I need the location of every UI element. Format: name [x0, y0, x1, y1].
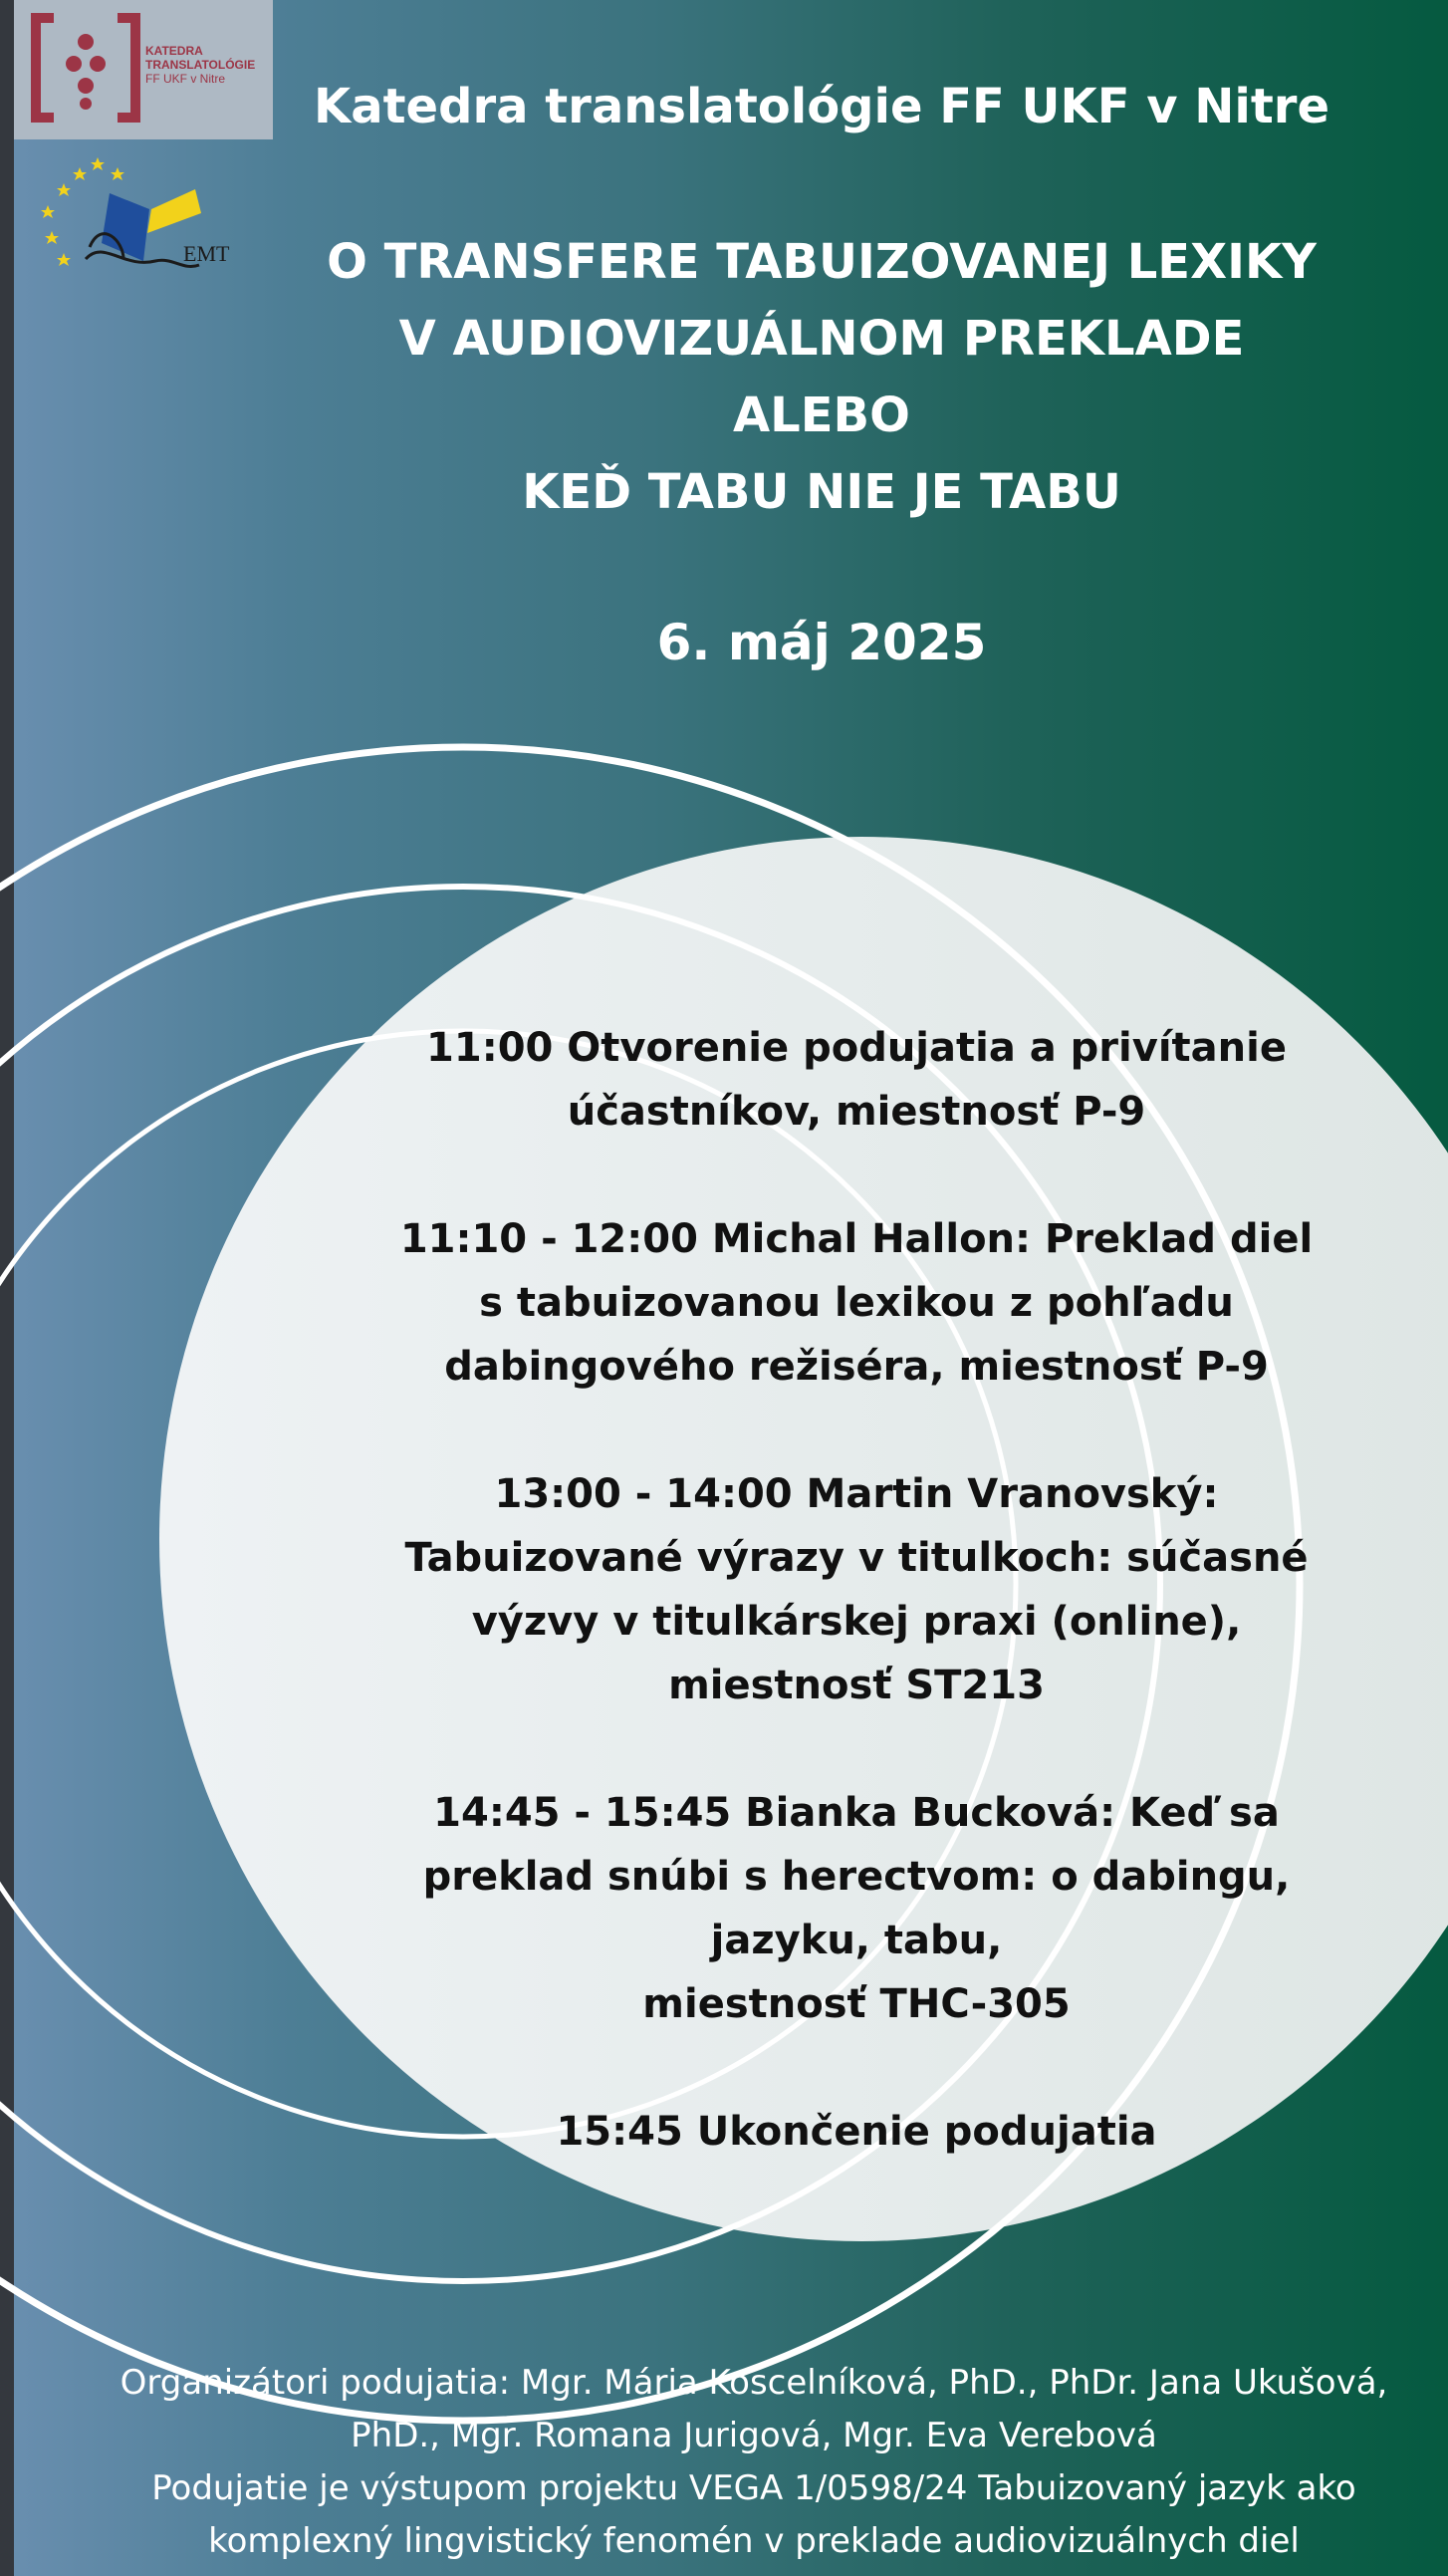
program-line: miestnosť THC-305 [642, 1981, 1071, 2027]
program-item [359, 1016, 1354, 1144]
katedra-logo-text [145, 44, 255, 86]
program-line: 11:10 - 12:00 Michal Hallon: Preklad diel [399, 1216, 1314, 1262]
program-line: s tabuizovanou lexikou z pohľadu [479, 1280, 1234, 1326]
program-item [359, 2100, 1354, 2164]
program-item [359, 1207, 1354, 1399]
title-line: O TRANSFERE TABUIZOVANEJ LEXIKY [327, 234, 1317, 290]
emt-logo [24, 149, 263, 289]
footer-line: Organizátori podujatia: Mgr. Mária Koscelníková, PhD., PhDr. Jana Ukušová, [120, 2363, 1388, 2403]
department-name: Katedra translatológie FF UKF v Nitre [314, 79, 1329, 134]
program-line: účastníkov, miestnosť P-9 [567, 1089, 1146, 1135]
program-line: výzvy v titulkárskej praxi (online), [471, 1599, 1242, 1645]
katedra-logo-line2: TRANSLATOLÓGIE [145, 58, 256, 72]
emt-logo-text: EMT [183, 241, 230, 266]
program-line: 13:00 - 14:00 Martin Vranovský: [494, 1471, 1219, 1517]
event-title [299, 224, 1344, 531]
program-line: 11:00 Otvorenie podujatia a privítanie [426, 1025, 1287, 1071]
program-line: jazyku, tabu, [710, 1918, 1003, 1963]
program-line: Tabuizované výrazy v titulkoch: súčasné [404, 1535, 1309, 1581]
title-line: KEĎ TABU NIE JE TABU [522, 464, 1121, 520]
title-line: ALEBO [733, 387, 910, 443]
footer-line: Podujatie je výstupom projektu VEGA 1/0598/24 Tabuizovaný jazyk ako [151, 2468, 1356, 2508]
program-item [359, 1781, 1354, 2036]
footer-line: PhD., Mgr. Romana Jurigová, Mgr. Eva Verebová [351, 2416, 1157, 2455]
footer-line: komplexný lingvistický fenomén v preklade audiovizuálnych diel [208, 2521, 1300, 2561]
title-line: V AUDIOVIZUÁLNOM PREKLADE [398, 311, 1245, 367]
program-line: 15:45 Ukončenie podujatia [556, 2109, 1157, 2155]
program-item [359, 1462, 1354, 1717]
program-line: dabingového režiséra, miestnosť P-9 [444, 1344, 1269, 1390]
katedra-logo-line3: FF UKF v Nitre [145, 72, 225, 86]
program-line: 14:45 - 15:45 Bianka Bucková: Keď sa [433, 1790, 1280, 1836]
event-date: 6. máj 2025 [656, 614, 987, 671]
program-line: miestnosť ST213 [668, 1663, 1045, 1708]
katedra-logo [14, 0, 273, 139]
bracket-dots-icon [30, 12, 141, 124]
program-schedule [359, 1016, 1354, 2227]
katedra-logo-line1: KATEDRA [145, 44, 203, 58]
footer-organizers [60, 2357, 1448, 2568]
program-line: preklad snúbi s herectvom: o dabingu, [422, 1854, 1291, 1900]
